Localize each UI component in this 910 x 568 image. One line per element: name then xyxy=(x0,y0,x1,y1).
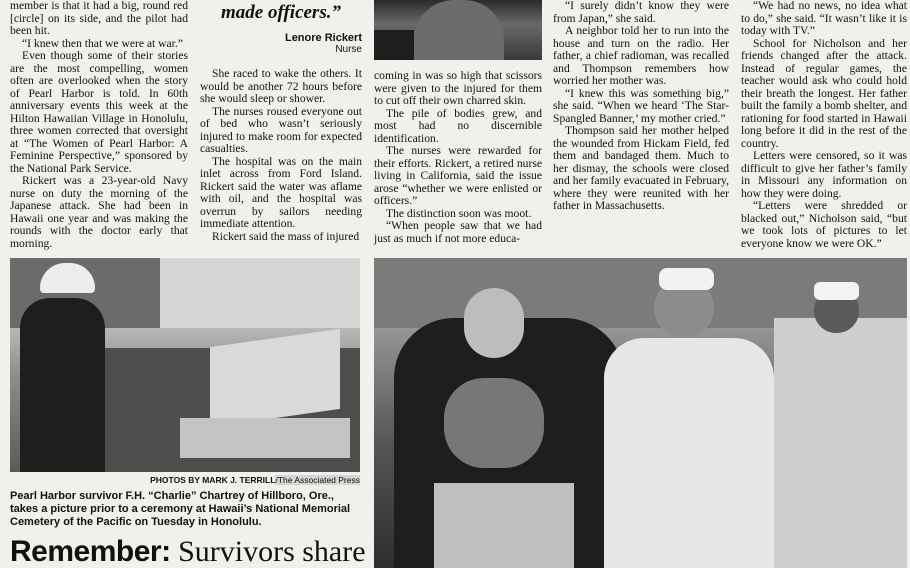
paragraph: A neighbor told her to run into the house and turn on the radio. Her father, a chief radioman, was recalled and Thompson remembers how worried her mother was. xyxy=(553,24,729,87)
paragraph: She raced to wake the others. It would be another 72 hours before she would sleep or shower. xyxy=(200,67,362,105)
paragraph: The pile of bodies grew, and most had no discernible identification. xyxy=(374,106,542,145)
paragraph: The distinction soon was moot. xyxy=(386,206,532,220)
paragraph: Even though some of their stories are the most compelling, women often are overlooked when the story of Pearl Harbor is told. In 60th anniversary events this week at the Hilton Hawaiian Village in Honolulu, three women corrected that oversight at “The Women of Pearl Harbor: A Feminine Perspective,” sponsored by the National Park Service. xyxy=(10,49,188,175)
memorial-photo xyxy=(10,258,360,472)
paragraph: The nurses were rewarded for their efforts. Rickert, a retired nurse living in California, said the issue arose “whether we were enlisted or officers.” xyxy=(374,144,542,207)
article-column-4 xyxy=(553,0,729,238)
photo-credit xyxy=(10,475,360,485)
pull-quote-text: made officers.” xyxy=(221,2,341,23)
article-column-2 xyxy=(200,68,362,258)
paragraph: The nurses roused everyone out of bed who wasn’t seriously injured to make room for expected casualties. xyxy=(200,104,362,155)
article-column-3 xyxy=(374,70,542,248)
salute-photo xyxy=(374,258,907,568)
paragraph: member is that it had a big, round red [circle] on its side, and the pilot had been hit. xyxy=(10,0,188,37)
paragraph: “I knew then that we were at war.” xyxy=(22,36,183,50)
pull-quote xyxy=(200,0,362,55)
article-headline xyxy=(10,535,366,568)
paragraph: Rickert was a 23-year-old Navy nurse on duty the morning of the Japanese attack. She had been in Hawaii one year and was making the rounds with the doctor early that morning. xyxy=(10,174,188,250)
paragraph: coming in was so high that scissors were given to the injured for them to cut off their own charred skin. xyxy=(374,69,542,107)
paragraph: “I surely didn’t know they were from Japan,” she said. xyxy=(553,0,729,25)
paragraph: Letters were censored, so it was difficult to give her father’s family in Missouri any information on how they were doing. xyxy=(741,149,907,200)
photo-credit-source: /The Associated Press xyxy=(275,475,360,485)
paragraph: “Letters were shredded or blacked out,” Nicholson said, “but we took lots of pictures to let everyone know we were OK.” xyxy=(741,199,907,250)
headline-text: Survivors share xyxy=(170,535,366,568)
paragraph: School for Nicholson and her friends changed after the attack. Instead of regular games, the teacher would ask who could hold their breath the longest. Her father built the family a bomb shelter, and rationing for food started in Hawaii long before it did in the rest of the country. xyxy=(741,36,907,150)
paragraph: Thompson said her mother helped the wounded from Hickam Field, fed them and bandaged them. Much to her dismay, the schools were closed and her family evacuated in February, where they were reunited with her father in Massachusetts. xyxy=(553,124,729,212)
pull-quote-role: Nurse xyxy=(335,44,362,55)
paragraph: Rickert said the mass of injured xyxy=(212,229,360,243)
photo-credit-label: PHOTOS BY MARK J. TERRILL xyxy=(150,475,276,485)
portrait-photo xyxy=(374,0,542,60)
paragraph: “When people saw that we had just as much if not more educa- xyxy=(374,219,542,245)
paragraph: The hospital was on the main inlet across from Ford Island. Rickert said the water was aflame with oil, and the hospital was overrun by sailors needing immediate attention. xyxy=(200,154,362,230)
paragraph: “I knew this was something big,” she said. “When we heard ‘The Star-Spangled Banner,’ my mother cried.” xyxy=(553,86,729,125)
paragraph: “We had no news, no idea what to do,” she said. “It wasn’t like it is today with TV.” xyxy=(741,0,907,37)
pull-quote-attribution: Lenore Rickert xyxy=(284,32,362,44)
photo-caption: Pearl Harbor survivor F.H. “Charlie” Chartrey of Hillboro, Ore., takes a picture prior to a ceremony at Hawaii’s National Memorial Cemetery of the Pacific on Tuesday in Honolulu. xyxy=(10,490,351,528)
headline-kicker: Remember: xyxy=(10,535,171,568)
article-column-5 xyxy=(741,0,907,250)
article-column-1 xyxy=(10,0,188,250)
